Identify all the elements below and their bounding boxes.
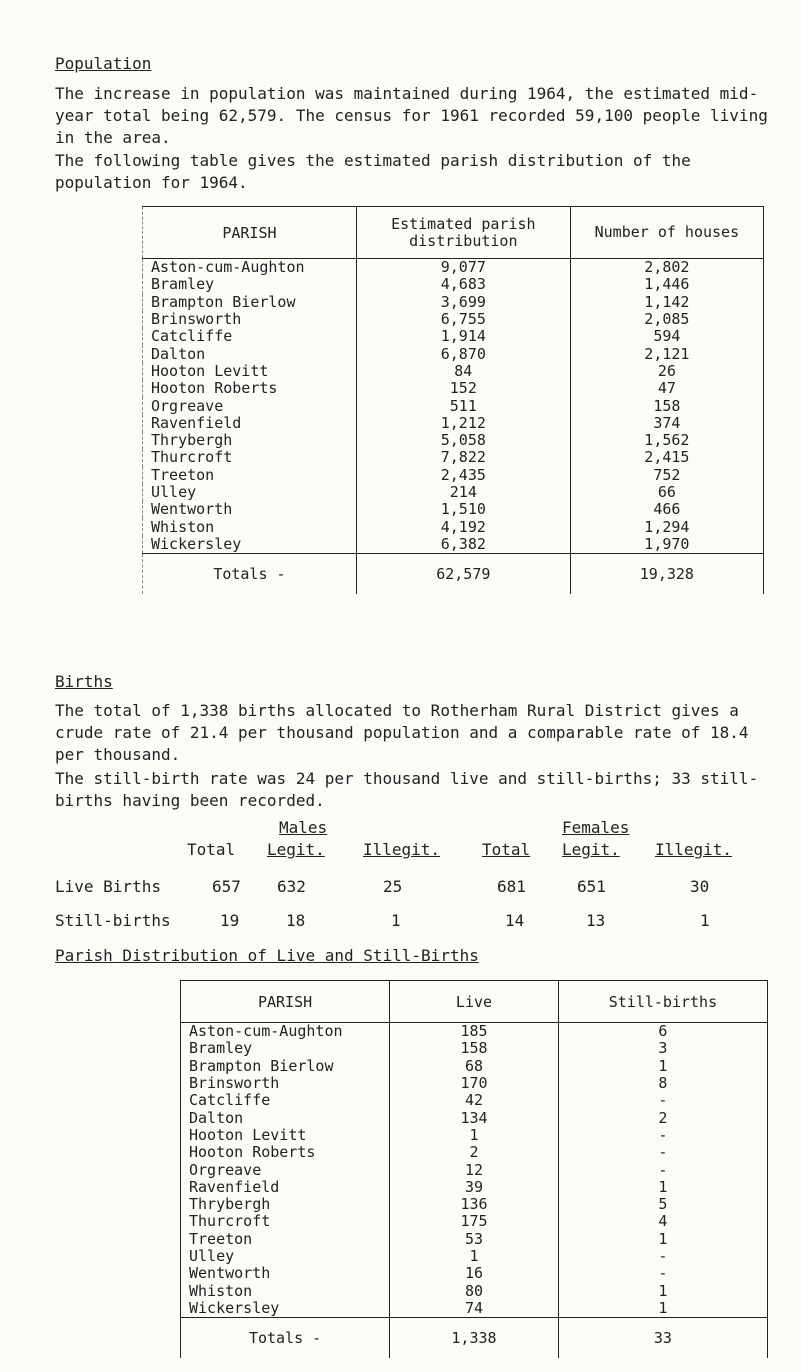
cell-estimated: 6,755 <box>356 311 570 328</box>
cell-parish: Hooton Levitt <box>189 1125 307 1144</box>
cell-parish: Brinsworth <box>151 310 242 329</box>
cell-live: 53 <box>390 1231 559 1248</box>
cell-houses: 158 <box>570 397 763 414</box>
cell-estimated: 6,382 <box>356 536 570 554</box>
cell-parish: Wickersley <box>143 536 357 554</box>
still-m-illegit: 1 <box>391 911 401 930</box>
cell-estimated: 6,870 <box>356 345 570 362</box>
cell-parish: Wickersley <box>181 1300 390 1318</box>
live-f-total: 681 <box>497 877 526 896</box>
cell-houses: 47 <box>570 380 763 397</box>
live-f-legit: 651 <box>577 877 606 896</box>
still-m-legit: 18 <box>286 911 306 930</box>
table-row <box>143 449 764 466</box>
cell-estimated: 2,435 <box>356 467 570 484</box>
cell-parish: Brampton Bierlow <box>151 292 296 311</box>
col-header-houses: Number of houses <box>570 207 763 259</box>
live-total: 657 <box>212 877 241 896</box>
table-row <box>143 311 764 328</box>
cell-houses: 466 <box>570 501 763 518</box>
cell-parish: Catcliffe <box>151 327 233 346</box>
cell-parish: Brampton Bierlow <box>189 1056 334 1075</box>
cell-houses: 2,802 <box>570 259 763 277</box>
cell-estimated: 1,914 <box>356 328 570 345</box>
totals-still: 33 <box>558 1318 767 1359</box>
live-births-label: Live Births <box>55 877 161 896</box>
table-row <box>181 1144 768 1161</box>
cell-parish: Bramley <box>189 1039 253 1058</box>
table-row <box>181 1231 768 1248</box>
cell-still: 1 <box>558 1300 767 1318</box>
table-row <box>181 1092 768 1109</box>
col-header-still: Still-births <box>558 981 767 1023</box>
cell-still: 3 <box>558 1040 767 1057</box>
cell-houses: 2,121 <box>570 345 763 362</box>
cell-parish: Wentworth <box>189 1264 271 1283</box>
parish-distribution-heading: Parish Distribution of Live and Still-Births <box>55 946 479 965</box>
cell-parish: Orgreave <box>189 1160 262 1179</box>
col-header-parish: PARISH <box>143 207 357 259</box>
cell-live: 136 <box>390 1196 559 1213</box>
population-totals-row <box>143 554 764 595</box>
cell-live: 1 <box>390 1127 559 1144</box>
population-paragraph-1: The increase in population was maintained during 1964, the estimated mid-year total being 62,579. The census for 1961 recorded 59,100 people living in the area. <box>55 84 768 147</box>
cell-houses: 26 <box>570 363 763 380</box>
population-paragraph-2: The following table gives the estimated parish distribution of the population for 1964. <box>55 151 691 192</box>
cell-estimated: 1,510 <box>356 501 570 518</box>
cell-parish: Aston-cum-Aughton <box>189 1022 343 1041</box>
cell-live: 74 <box>390 1300 559 1318</box>
cell-houses: 66 <box>570 484 763 501</box>
cell-parish: Brinsworth <box>189 1074 280 1093</box>
births-paragraph-1: The total of 1,338 births allocated to Rotherham Rural District gives a crude rate of 21.4 per thousand population and a comparable rate of 18.4 per thousand. <box>55 701 749 764</box>
table-row <box>143 536 764 554</box>
cell-parish: Whiston <box>151 517 215 536</box>
cell-live: 68 <box>390 1058 559 1075</box>
cell-estimated: 4,192 <box>356 518 570 535</box>
cell-parish: Ravenfield <box>189 1177 280 1196</box>
cell-houses: 1,142 <box>570 294 763 311</box>
table-row <box>143 484 764 501</box>
table-row <box>181 1300 768 1318</box>
table-row <box>143 259 764 277</box>
table-row <box>181 1248 768 1265</box>
births-table <box>180 980 768 1358</box>
cell-houses: 594 <box>570 328 763 345</box>
population-heading: Population <box>55 54 152 73</box>
live-m-illegit: 25 <box>383 877 403 896</box>
cell-parish: Hooton Levitt <box>151 361 269 380</box>
table-row <box>143 501 764 518</box>
cell-live: 16 <box>390 1265 559 1282</box>
cell-still: - <box>558 1265 767 1282</box>
cell-parish: Wentworth <box>151 500 233 519</box>
table-row <box>143 380 764 397</box>
table-row <box>143 467 764 484</box>
totals-estimated: 62,579 <box>356 554 570 595</box>
cell-estimated: 1,212 <box>356 415 570 432</box>
cell-houses: 2,085 <box>570 311 763 328</box>
births-table-body <box>181 1023 768 1318</box>
table-row <box>143 397 764 414</box>
cell-parish: Ulley <box>151 483 197 501</box>
cell-live: 42 <box>390 1092 559 1109</box>
cell-parish: Thrybergh <box>189 1195 271 1214</box>
cell-live: 12 <box>390 1161 559 1178</box>
cell-estimated: 5,058 <box>356 432 570 449</box>
table-row <box>143 432 764 449</box>
cell-still: - <box>558 1092 767 1109</box>
still-f-total: 14 <box>505 911 525 930</box>
births-paragraph-2: The still-birth rate was 24 per thousand live and still-births; 33 still-births having been recorded. <box>55 769 759 810</box>
table-row <box>143 345 764 362</box>
col-header-parish: PARISH <box>181 981 390 1023</box>
totals-label: Totals - <box>248 1328 322 1347</box>
cell-parish: Ravenfield <box>151 413 242 432</box>
cell-houses: 1,562 <box>570 432 763 449</box>
cell-estimated: 511 <box>356 397 570 414</box>
still-total: 19 <box>220 911 240 930</box>
totals-houses: 19,328 <box>570 554 763 595</box>
cell-estimated: 7,822 <box>356 449 570 466</box>
cell-houses: 374 <box>570 415 763 432</box>
cell-parish: Dalton <box>189 1108 244 1127</box>
cell-live: 2 <box>390 1144 559 1161</box>
table-row <box>181 1023 768 1041</box>
cell-live: 185 <box>390 1023 559 1041</box>
cell-still: 6 <box>558 1023 767 1041</box>
births-totals-row <box>181 1318 768 1359</box>
cell-estimated: 84 <box>356 363 570 380</box>
cell-estimated: 3,699 <box>356 294 570 311</box>
males-illegit-header: Illegit. <box>363 840 441 859</box>
cell-estimated: 152 <box>356 380 570 397</box>
cell-parish: Bramley <box>151 275 215 294</box>
females-total-header: Total <box>482 840 531 859</box>
table-row <box>181 1109 768 1126</box>
table-row <box>143 518 764 535</box>
cell-parish: Aston-cum-Aughton <box>151 258 305 277</box>
cell-parish: Treeton <box>151 465 215 484</box>
still-f-legit: 13 <box>586 911 606 930</box>
population-table <box>142 206 764 594</box>
cell-houses: 2,415 <box>570 449 763 466</box>
live-f-illegit: 30 <box>690 877 710 896</box>
table-row <box>143 363 764 380</box>
cell-parish: Catcliffe <box>189 1091 271 1110</box>
cell-still: - <box>558 1161 767 1178</box>
cell-still: 5 <box>558 1196 767 1213</box>
cell-live: 175 <box>390 1213 559 1230</box>
col-header-live: Live <box>390 981 559 1023</box>
births-heading: Births <box>55 672 113 691</box>
cell-still: - <box>558 1144 767 1161</box>
still-f-illegit: 1 <box>700 911 710 930</box>
cell-still: 8 <box>558 1075 767 1092</box>
cell-parish: Hooton Roberts <box>189 1143 316 1162</box>
cell-live: 80 <box>390 1282 559 1299</box>
cell-still: - <box>558 1248 767 1265</box>
table-row <box>143 328 764 345</box>
cell-still: 1 <box>558 1231 767 1248</box>
cell-parish: Thurcroft <box>189 1212 271 1231</box>
totals-live: 1,338 <box>390 1318 559 1359</box>
cell-still: 4 <box>558 1213 767 1230</box>
table-row <box>181 1127 768 1144</box>
cell-live: 39 <box>390 1179 559 1196</box>
cell-parish: Dalton <box>151 344 206 363</box>
cell-still: 2 <box>558 1109 767 1126</box>
cell-parish: Thrybergh <box>151 431 233 450</box>
cell-parish: Treeton <box>189 1229 253 1248</box>
table-row <box>143 276 764 293</box>
males-total-header: Total <box>187 840 236 859</box>
table-row <box>143 415 764 432</box>
table-row <box>181 1282 768 1299</box>
table-row <box>181 1179 768 1196</box>
table-row <box>181 1213 768 1230</box>
table-row <box>181 1196 768 1213</box>
cell-still: 1 <box>558 1058 767 1075</box>
cell-still: - <box>558 1127 767 1144</box>
cell-estimated: 214 <box>356 484 570 501</box>
table-row <box>181 1075 768 1092</box>
cell-houses: 1,970 <box>570 536 763 554</box>
females-illegit-header: Illegit. <box>655 840 733 859</box>
cell-houses: 1,294 <box>570 518 763 535</box>
cell-live: 134 <box>390 1109 559 1126</box>
live-m-legit: 632 <box>277 877 306 896</box>
table-row <box>181 1058 768 1075</box>
cell-still: 1 <box>558 1282 767 1299</box>
cell-houses: 752 <box>570 467 763 484</box>
cell-estimated: 4,683 <box>356 276 570 293</box>
cell-live: 170 <box>390 1075 559 1092</box>
col-header-estimated: Estimated parish distribution <box>356 207 570 259</box>
still-births-label: Still-births <box>55 911 171 930</box>
cell-live: 1 <box>390 1248 559 1265</box>
table-row <box>181 1265 768 1282</box>
cell-estimated: 9,077 <box>356 259 570 277</box>
females-legit-header: Legit. <box>562 840 620 859</box>
cell-still: 1 <box>558 1179 767 1196</box>
males-label: Males <box>279 818 328 837</box>
totals-label: Totals - <box>213 564 286 583</box>
cell-parish: Ulley <box>189 1247 235 1265</box>
females-label: Females <box>562 818 630 837</box>
males-legit-header: Legit. <box>267 840 325 859</box>
cell-parish: Orgreave <box>151 396 224 415</box>
cell-parish: Hooton Roberts <box>151 379 278 398</box>
table-row <box>143 294 764 311</box>
table-row <box>181 1040 768 1057</box>
cell-houses: 1,446 <box>570 276 763 293</box>
table-row <box>181 1161 768 1178</box>
cell-parish: Whiston <box>189 1281 253 1300</box>
cell-parish: Thurcroft <box>151 448 233 467</box>
cell-live: 158 <box>390 1040 559 1057</box>
population-table-body <box>143 259 764 554</box>
